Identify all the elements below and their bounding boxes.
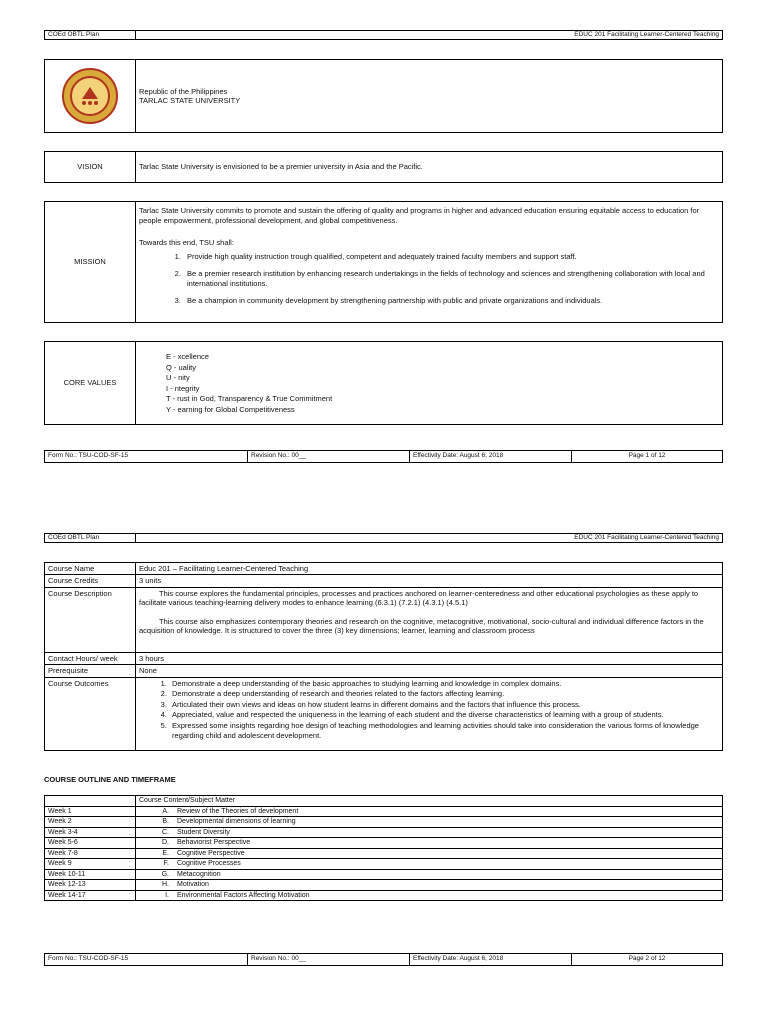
course-outline-title: COURSE OUTLINE AND TIMEFRAME bbox=[44, 775, 176, 784]
vision-label: VISION bbox=[45, 152, 136, 183]
core-value-item: T - rust in God, Transparency & True Commitment bbox=[166, 394, 333, 403]
table-row: Week 2 B. Developmental dimensions of learning bbox=[45, 817, 723, 828]
mission-box bbox=[44, 201, 723, 323]
list-item: 2. Demonstrate a deep understanding of research and theories related to the factors affecting learning. bbox=[169, 689, 719, 700]
table-row: Week 12-13 H. Motivation bbox=[45, 880, 723, 891]
list-item: 3. Be a champion in community development by strengthening partnership with public and private organizations and individuals. bbox=[183, 296, 719, 306]
course-outcomes-label: Course Outcomes bbox=[45, 677, 136, 750]
page2-header bbox=[44, 533, 723, 543]
week-cell: Week 12-13 bbox=[45, 880, 136, 891]
mission-towards: Towards this end, TSU shall: bbox=[139, 238, 234, 248]
week-cell: Week 3-4 bbox=[45, 827, 136, 838]
topic-cell: Behaviorist Perspective bbox=[177, 839, 251, 846]
prerequisite: None bbox=[136, 665, 723, 677]
course-name-label: Course Name bbox=[45, 563, 136, 575]
core-value-item: Y - earning for Global Competitiveness bbox=[166, 404, 295, 414]
list-item: 3. Articulated their own views and ideas on how student learns in different domains and the factors that influence this process. bbox=[169, 700, 719, 711]
outline-column-header: Course Content/Subject Matter bbox=[136, 796, 723, 807]
footer-revision: Revision No.: 00__ bbox=[248, 954, 410, 966]
list-item: 4. Appreciated, value and respected the uniqueness in the learning of each student and the diverse characteristics of learning with a group of students. bbox=[169, 710, 719, 721]
course-outline-table bbox=[44, 795, 723, 901]
page1-footer bbox=[44, 450, 723, 463]
core-value-item: I - ntegrity bbox=[166, 383, 200, 393]
course-description-p2: This course also emphasizes contemporary theories and research on the cognitive, metacognitive, motivational, socio-cultural and individual difference factors in the acquisition of knowledge. It is structured to cover the three (3) key dimensions; learner, learning and classroom process bbox=[139, 616, 704, 635]
table-row: Week 3-4 C. Student Diversity bbox=[45, 827, 723, 838]
list-item: 1. Provide high quality instruction trough qualified, competent and adequately trained faculty members and support staff. bbox=[183, 252, 719, 262]
course-description-p1: This course explores the fundamental principles, processes and practices anchored on learner-centeredness and other educational psychologies as these apply to facilitate various teaching-learning delivery modes to enhance learning (6.3.1) (7.2.1) (4.3.1) (4.5.1) bbox=[139, 588, 699, 608]
list-item: 2. Be a premier research institution by enhancing research undertakings in the fields of technology and sciences and strengthening collaboration with local and international institutions. bbox=[183, 269, 719, 289]
header-right: EDUC 201 Facilitating Learner-Centered Teaching bbox=[136, 31, 723, 40]
topic-cell: Environmental Factors Affecting Motivation bbox=[177, 891, 310, 899]
topic-cell: Developmental dimensions of learning bbox=[177, 818, 296, 825]
university-seal-icon bbox=[62, 68, 118, 124]
list-item: 1. Demonstrate a deep understanding of the basic approaches to studying learning and knowledge in complex domains. bbox=[169, 679, 719, 690]
contact-hours: 3 hours bbox=[136, 652, 723, 664]
week-cell: Week 9 bbox=[45, 859, 136, 870]
week-cell: Week 14-17 bbox=[45, 890, 136, 901]
topic-cell: Cognitive Perspective bbox=[177, 849, 245, 857]
table-row: Week 14-17 I. Environmental Factors Affecting Motivation bbox=[45, 890, 723, 901]
core-values-label: CORE VALUES bbox=[45, 342, 136, 425]
footer-page: Page 2 of 12 bbox=[572, 954, 723, 966]
table-row: Week 1 A. Review of the Theories of development bbox=[45, 806, 723, 817]
page2-footer bbox=[44, 953, 723, 966]
week-cell: Week 1 bbox=[45, 806, 136, 817]
course-credits-label: Course Credits bbox=[45, 575, 136, 587]
core-value-item: E - xcellence bbox=[166, 352, 209, 361]
header-left: COEd OBTL Plan bbox=[45, 534, 136, 543]
page1-header bbox=[44, 30, 723, 40]
course-info-table bbox=[44, 562, 723, 751]
institution-box bbox=[44, 59, 723, 133]
course-description-label: Course Description bbox=[45, 587, 136, 652]
footer-form: Form No.: TSU-COD-SF-15 bbox=[45, 954, 248, 966]
contact-hours-label: Contact Hours/ week bbox=[45, 652, 136, 664]
table-row: Week 5-6 D. Behaviorist Perspective bbox=[45, 838, 723, 849]
topic-cell: Student Diversity bbox=[177, 828, 230, 836]
republic-line: Republic of the Philippines bbox=[139, 86, 228, 96]
table-row: Week 7-8 E. Cognitive Perspective bbox=[45, 848, 723, 859]
footer-revision: Revision No.: 00__ bbox=[248, 451, 410, 463]
course-credits: 3 units bbox=[136, 575, 723, 587]
header-left: COEd OBTL Plan bbox=[45, 31, 136, 40]
footer-form: Form No.: TSU-COD-SF-15 bbox=[45, 451, 248, 463]
footer-effectivity: Effectivity Date: August 6, 2018 bbox=[410, 954, 572, 966]
table-row: Week 10-11 G. Metacognition bbox=[45, 869, 723, 880]
vision-box bbox=[44, 151, 723, 183]
mission-label: MISSION bbox=[45, 202, 136, 323]
prerequisite-label: Prerequisite bbox=[45, 665, 136, 677]
week-cell: Week 5-6 bbox=[45, 838, 136, 849]
core-value-item: U - nity bbox=[166, 373, 190, 382]
vision-text: Tarlac State University is envisioned to be a premier university in Asia and the Pacific. bbox=[136, 152, 723, 183]
university-name: TARLAC STATE UNIVERSITY bbox=[139, 96, 241, 105]
mission-intro: Tarlac State University commits to promote and sustain the offering of quality and programs in higher and advanced education ensuring equitable access to education for people empowerment, professional development, and global competitiveness. bbox=[139, 206, 700, 226]
header-right: EDUC 201 Facilitating Learner-Centered Teaching bbox=[136, 534, 723, 543]
topic-cell: Motivation bbox=[177, 881, 209, 888]
footer-effectivity: Effectivity Date: August 6, 2018 bbox=[410, 451, 572, 463]
core-value-item: Q - uality bbox=[166, 362, 197, 372]
week-cell: Week 10-11 bbox=[45, 869, 136, 880]
week-cell: Week 2 bbox=[45, 817, 136, 828]
topic-cell: Review of the Theories of development bbox=[177, 807, 299, 815]
course-name: Educ 201 – Facilitating Learner-Centered Teaching bbox=[136, 563, 723, 575]
core-values-box bbox=[44, 341, 723, 425]
week-cell: Week 7-8 bbox=[45, 848, 136, 859]
topic-cell: Cognitive Processes bbox=[177, 860, 241, 867]
list-item: 5. Expressed some insights regarding hoe design of teaching methodologies and learning activities should take into consideration the various forms of knowledge regarding child and adolescent development. bbox=[169, 721, 719, 742]
topic-cell: Metacognition bbox=[177, 870, 221, 878]
course-outcomes-list bbox=[139, 679, 719, 742]
mission-list bbox=[139, 252, 719, 307]
footer-page: Page 1 of 12 bbox=[572, 451, 723, 463]
table-row: Week 9 F. Cognitive Processes bbox=[45, 859, 723, 870]
